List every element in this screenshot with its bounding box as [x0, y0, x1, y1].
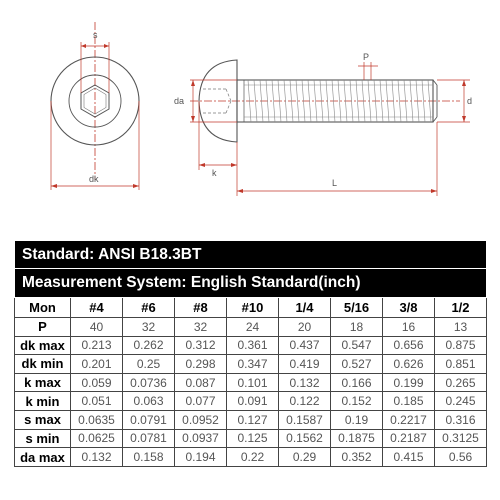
table-cell: 0.0736 — [123, 373, 175, 392]
table-cell: 0.547 — [331, 336, 383, 355]
table-cell: 0.0635 — [71, 411, 123, 430]
table-cell: 0.087 — [175, 373, 227, 392]
s-label: s — [93, 30, 98, 40]
table-cell: 0.0625 — [71, 429, 123, 448]
d-label: d — [467, 96, 473, 106]
chamfer-bottom — [433, 117, 437, 122]
table-cell: 0.077 — [175, 392, 227, 411]
table-cell: 0.063 — [123, 392, 175, 411]
side-view — [174, 52, 472, 196]
table-cell: 0.0791 — [123, 411, 175, 430]
standard-label: Standard: — [22, 245, 95, 263]
table-cell: 0.415 — [383, 448, 435, 467]
table-cell: 0.132 — [279, 373, 331, 392]
table-cell: 0.1562 — [279, 429, 331, 448]
table-row — [15, 392, 487, 411]
table-cell: 0.316 — [435, 411, 487, 430]
table-cell: 32 — [175, 317, 227, 336]
table-cell: 0.127 — [227, 411, 279, 430]
measurement-label: Measurement System: — [22, 274, 187, 292]
row-label: dk max — [15, 336, 71, 355]
table-cell: 0.0937 — [175, 429, 227, 448]
table-cell: 0.265 — [435, 373, 487, 392]
p-label: P — [363, 52, 370, 62]
table-cell: 0.875 — [435, 336, 487, 355]
table-cell: 0.298 — [175, 355, 227, 374]
s-arrow-right — [104, 44, 109, 48]
table-cell: 40 — [71, 317, 123, 336]
spec-table-body — [15, 241, 487, 467]
table-row — [15, 355, 487, 374]
da-arrow-bottom — [191, 116, 195, 122]
table-cell: 0.312 — [175, 336, 227, 355]
row-label: s min — [15, 429, 71, 448]
dk-label: dk — [89, 174, 99, 184]
technical-drawing — [0, 0, 500, 240]
table-row — [15, 411, 487, 430]
end-view — [51, 22, 139, 190]
table-cell: 0.851 — [435, 355, 487, 374]
table-cell: 24 — [227, 317, 279, 336]
s-arrow-left — [81, 44, 86, 48]
standard-cell — [15, 241, 487, 269]
table-cell: 0.352 — [331, 448, 383, 467]
table-cell: 0.656 — [383, 336, 435, 355]
table-cell: 0.158 — [123, 448, 175, 467]
table-cell: 0.361 — [227, 336, 279, 355]
l-label: L — [332, 178, 338, 188]
table-cell: 0.245 — [435, 392, 487, 411]
k-arrow-right — [231, 163, 237, 167]
row-label: k max — [15, 373, 71, 392]
table-cell: 0.0952 — [175, 411, 227, 430]
table-cell: 32 — [123, 317, 175, 336]
table-cell: 0.051 — [71, 392, 123, 411]
column-header-row — [15, 297, 487, 317]
table-cell: 0.199 — [383, 373, 435, 392]
table-cell: 0.527 — [331, 355, 383, 374]
da-label: da — [174, 96, 185, 106]
d-arrow-bottom — [462, 116, 466, 122]
column-header: #4 — [71, 297, 123, 317]
table-cell: 0.2187 — [383, 429, 435, 448]
column-header: #8 — [175, 297, 227, 317]
column-header: #6 — [123, 297, 175, 317]
k-label: k — [212, 168, 217, 178]
table-cell: 0.091 — [227, 392, 279, 411]
da-arrow-top — [191, 80, 195, 86]
table-cell: 0.194 — [175, 448, 227, 467]
measurement-value: English Standard(inch) — [190, 274, 361, 292]
socket-hidden-tip-top — [226, 89, 231, 101]
column-header: 5/16 — [331, 297, 383, 317]
table-row — [15, 317, 487, 336]
table-cell: 0.419 — [279, 355, 331, 374]
table-cell: 0.213 — [71, 336, 123, 355]
table-cell: 0.101 — [227, 373, 279, 392]
table-cell: 0.125 — [227, 429, 279, 448]
column-header: 3/8 — [383, 297, 435, 317]
table-row — [15, 429, 487, 448]
row-label: P — [15, 317, 71, 336]
row-label: dk min — [15, 355, 71, 374]
column-header: Mon — [15, 297, 71, 317]
table-cell: 0.132 — [71, 448, 123, 467]
column-header: 1/2 — [435, 297, 487, 317]
table-cell: 0.059 — [71, 373, 123, 392]
table-cell: 0.185 — [383, 392, 435, 411]
table-cell: 0.22 — [227, 448, 279, 467]
table-cell: 16 — [383, 317, 435, 336]
table-cell: 0.152 — [331, 392, 383, 411]
table-cell: 0.19 — [331, 411, 383, 430]
table-cell: 0.1587 — [279, 411, 331, 430]
column-header: #10 — [227, 297, 279, 317]
row-label: k min — [15, 392, 71, 411]
table-cell: 18 — [331, 317, 383, 336]
chamfer-top — [433, 80, 437, 85]
l-arrow-right — [431, 189, 437, 193]
measurement-row — [15, 269, 487, 297]
table-row — [15, 448, 487, 467]
dk-arrow-right — [133, 184, 139, 188]
table-cell: 0.29 — [279, 448, 331, 467]
d-arrow-top — [462, 80, 466, 86]
table-cell: 0.25 — [123, 355, 175, 374]
dk-arrow-left — [51, 184, 57, 188]
column-header: 1/4 — [279, 297, 331, 317]
table-cell: 0.166 — [331, 373, 383, 392]
l-arrow-left — [237, 189, 243, 193]
table-cell: 0.347 — [227, 355, 279, 374]
table-cell: 0.437 — [279, 336, 331, 355]
spec-table — [14, 240, 487, 467]
table-cell: 0.201 — [71, 355, 123, 374]
measurement-cell — [15, 269, 487, 297]
table-cell: 0.1875 — [331, 429, 383, 448]
table-cell: 13 — [435, 317, 487, 336]
k-arrow-left — [199, 163, 205, 167]
table-cell: 20 — [279, 317, 331, 336]
table-row — [15, 373, 487, 392]
table-cell: 0.626 — [383, 355, 435, 374]
standard-row — [15, 241, 487, 269]
table-row — [15, 336, 487, 355]
row-label: s max — [15, 411, 71, 430]
standard-value: ANSI B18.3BT — [98, 245, 202, 263]
table-cell: 0.56 — [435, 448, 487, 467]
table-cell: 0.2217 — [383, 411, 435, 430]
row-label: da max — [15, 448, 71, 467]
table-cell: 0.0781 — [123, 429, 175, 448]
table-cell: 0.122 — [279, 392, 331, 411]
socket-hidden-tip-bottom — [226, 101, 231, 113]
table-cell: 0.3125 — [435, 429, 487, 448]
table-cell: 0.262 — [123, 336, 175, 355]
